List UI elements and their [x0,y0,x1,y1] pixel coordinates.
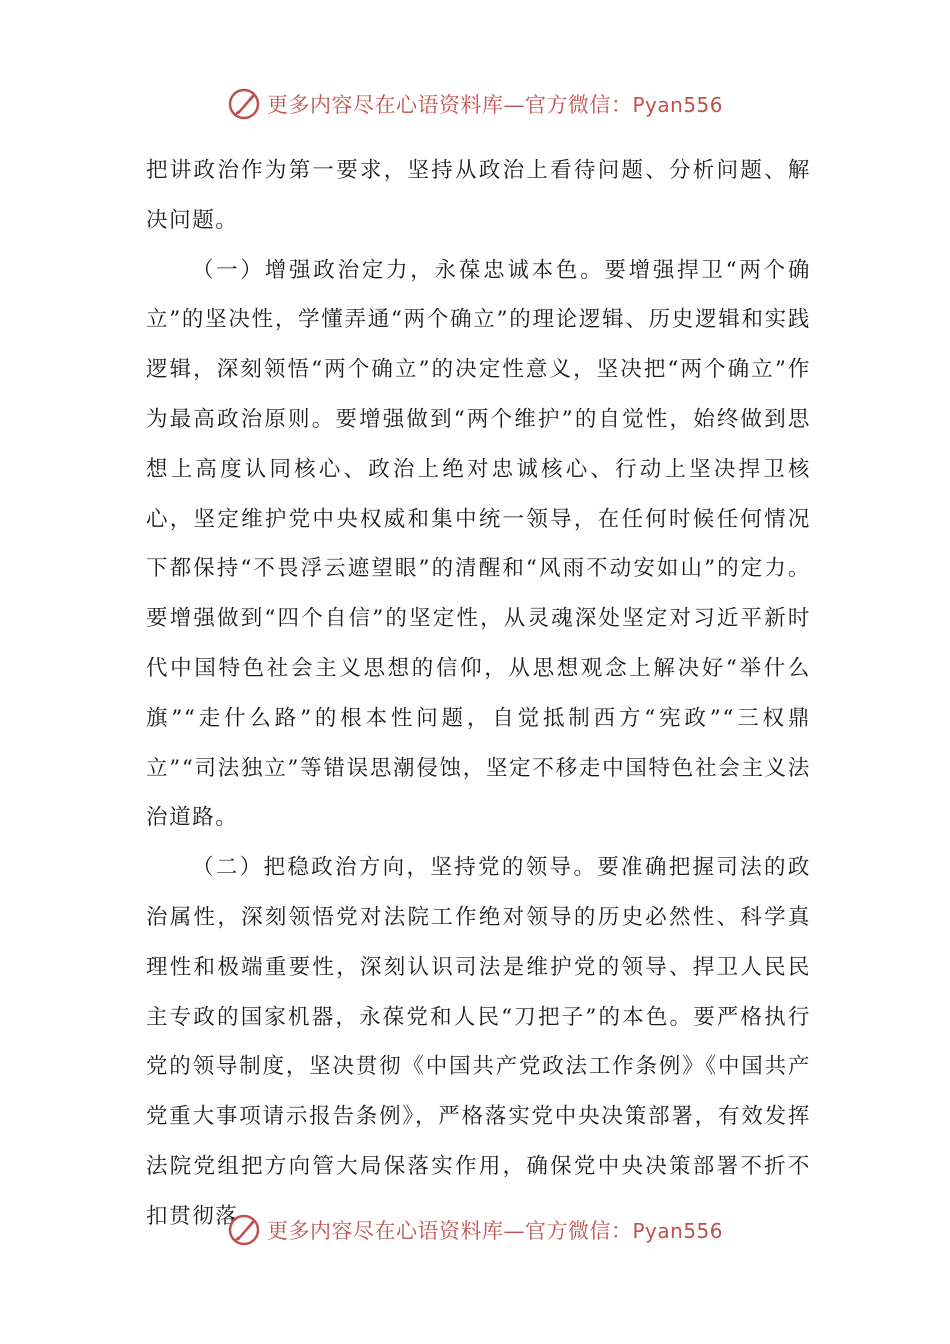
document-body [146,146,811,1242]
watermark-footer [0,1210,950,1250]
quill-logo-icon [227,87,261,121]
paragraph-section-1: （一）增强政治定力，永葆忠诚本色。要增强捍卫“两个确立”的坚决性，学懂弄通“两个确立”的理论逻辑、历史逻辑和实践逻辑，深刻领悟“两个确立”的决定性意义，坚决把“两个确立”作为最高政治原则。要增强做到“两个维护”的自觉性，始终做到思想上高度认同核心、政治上绝对忠诚核心、行动上坚决捍卫核心，坚定维护党中央权威和集中统一领导，在任何时候任何情况下都保持“不畏浮云遮望眼”的清醒和“风雨不动安如山”的定力。要增强做到“四个自信”的坚定性，从灵魂深处坚定对习近平新时代中国特色社会主义思想的信仰，从思想观念上解决好“举什么旗”“走什么路”的根本性问题，自觉抵制西方“宪政”“三权鼎立”“司法独立”等错误思潮侵蚀，坚定不移走中国特色社会主义法治道路。 [146,257,811,831]
paragraph-section-2: （二）把稳政治方向，坚持党的领导。要准确把握司法的政治属性，深刻领悟党对法院工作绝对领导的历史必然性、科学真理性和极端重要性，深刻认识司法是维护党的领导、捍卫人民民主专政的国家机器，永葆党和人民“刀把子”的本色。要严格执行党的领导制度，坚决贯彻《中国共产党政法工作条例》《中国共产党重大事项请示报告条例》，严格落实党中央决策部署，有效发挥法院党组把方向管大局保落实作用，确保党中央决策部署不折不扣贯彻落 [146,855,811,1229]
watermark-header [0,84,950,124]
paragraph-continuation: 把讲政治作为第一要求，坚持从政治上看待问题、分析问题、解决问题。 [146,158,811,233]
watermark-text: 更多内容尽在心语资料库—官方微信：Pyan556 [266,93,723,117]
quill-logo-icon [227,1213,261,1247]
watermark-text: 更多内容尽在心语资料库—官方微信：Pyan556 [266,1219,723,1243]
